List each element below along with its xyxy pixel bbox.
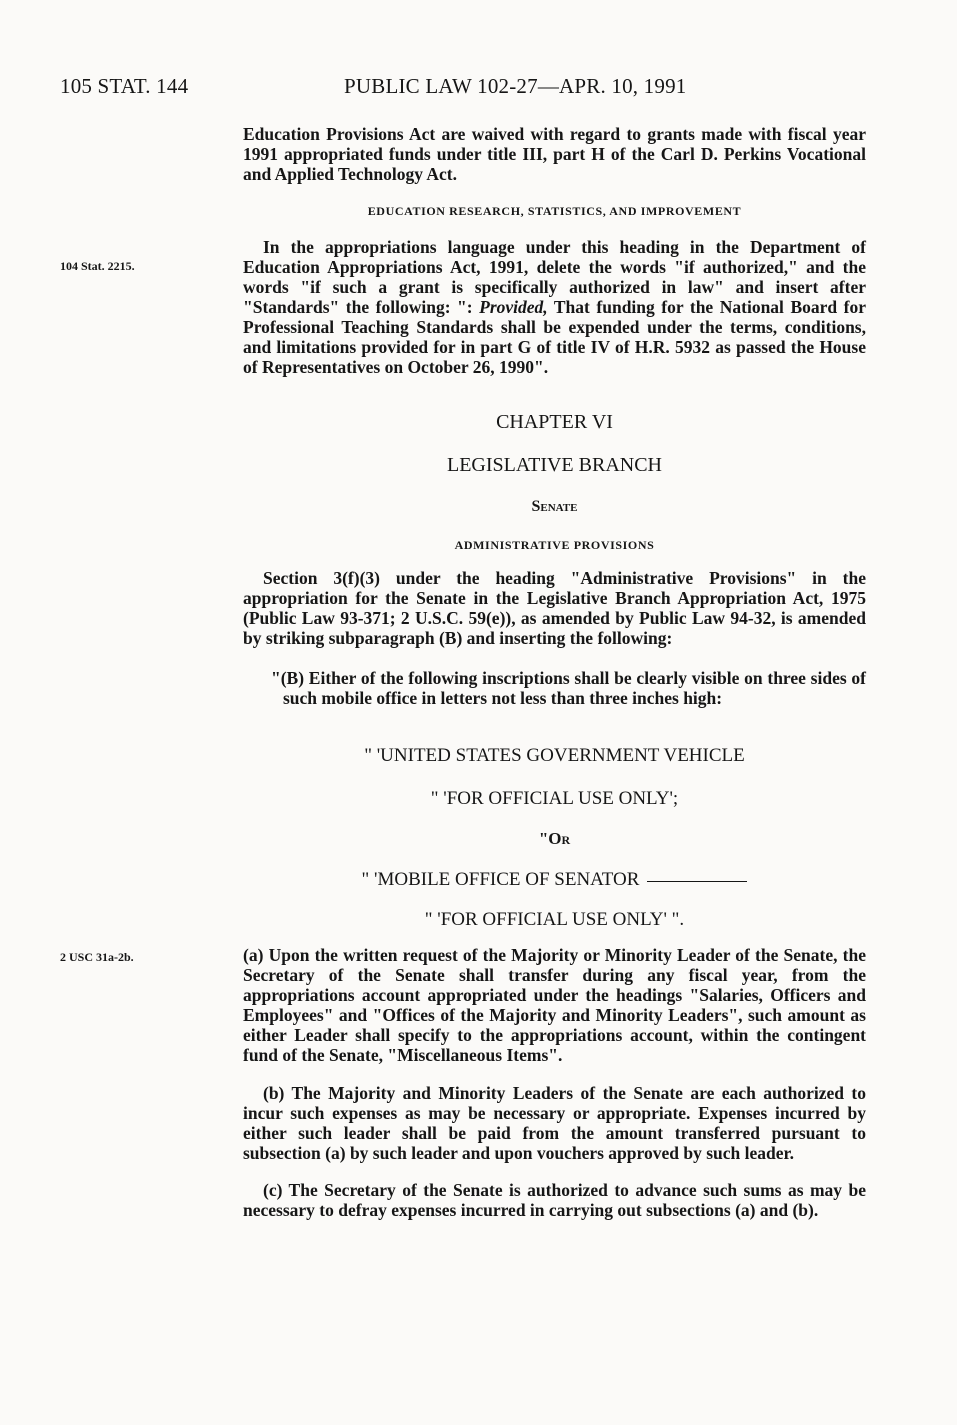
inscription-line-4: " 'FOR OFFICIAL USE ONLY' ". [424, 909, 685, 930]
education-text-before: In the appropriations language under this heading in the Department of Education Appropriations Act, 1991, delete the words "if authorized," and the words "if such a grant is specifically authorized in law" and insert after "Standards" the following: ": [243, 237, 866, 317]
law-title: PUBLIC LAW 102-27—APR. 10, 1991 [344, 74, 687, 98]
inscription-line-2: " 'FOR OFFICIAL USE ONLY'; [430, 788, 679, 809]
chapter-title: CHAPTER VI [496, 411, 613, 433]
subparagraph-b: "(B) Either of the following inscriptions shall be clearly visible on three sides of such mobile office in letters not less than three inches high: [271, 668, 866, 708]
education-heading: EDUCATION RESEARCH, STATISTICS, AND IMPROVEMENT [367, 204, 742, 218]
usc-paragraph-b: (b) The Majority and Minority Leaders of the Senate are each authorized to incur such expenses as may be necessary or appropriate. Expenses incurred by either such leader shall be paid from the amount transferred pursuant to subsection (a) by such leader and upon vouchers approved by such leader. [243, 1083, 866, 1163]
section-3f-paragraph: Section 3(f)(3) under the heading "Administrative Provisions" in the appropriation for the Senate in the Legislative Branch Appropriation Act, 1975 (Public Law 93-371; 2 U.S.C. 59(e)), as amended by Public Law 94-32, is amended by striking subparagraph (B) and inserting the following: [243, 568, 866, 648]
chapter-subtitle: LEGISLATIVE BRANCH [447, 454, 662, 476]
stat-reference: 105 STAT. 144 [60, 74, 189, 98]
education-text-after: That funding for the National Board for Professional Teaching Standards shall be expended under the terms, conditions, and limitations provided for in part G of title IV of H.R. 5932 as passed the House of Representatives on October 26, 1990". [243, 297, 866, 377]
usc-paragraph-a: (a) Upon the written request of the Majority or Minority Leader of the Senate, the Secretary of the Senate shall transfer during any fiscal year, from the appropriations account appropriated under the headings "Salaries, Officers and Employees" and "Offices of the Majority and Minority Leaders", such amount as either Leader shall specify to the appropriations account, within the contingent fund of the Senate, "Miscellaneous Items". [243, 945, 866, 1065]
margin-note-stat: 104 Stat. 2215. [60, 259, 135, 273]
provided-italic: Provided, [479, 297, 548, 317]
admin-provisions-heading: ADMINISTRATIVE PROVISIONS [454, 538, 655, 552]
usc-paragraph-c: (c) The Secretary of the Senate is authorized to advance such sums as may be necessary to defray expenses incurred in carrying out subsections (a) and (b). [243, 1180, 866, 1220]
or-separator: "Or [538, 829, 571, 848]
inscription-line-3 [243, 869, 866, 891]
inscription-line-1: " 'UNITED STATES GOVERNMENT VEHICLE [364, 745, 745, 766]
education-paragraph [243, 237, 866, 377]
inscription-line-3-text: " 'MOBILE OFFICE OF SENATOR [361, 869, 640, 890]
margin-note-usc: 2 USC 31a-2b. [60, 950, 134, 964]
senate-heading: Senate [531, 498, 578, 515]
intro-paragraph: Education Provisions Act are waived with regard to grants made with fiscal year 1991 appropriated funds under title III, part H of the Carl D. Perkins Vocational and Applied Technology Act. [243, 124, 866, 184]
senator-name-blank [647, 881, 747, 882]
